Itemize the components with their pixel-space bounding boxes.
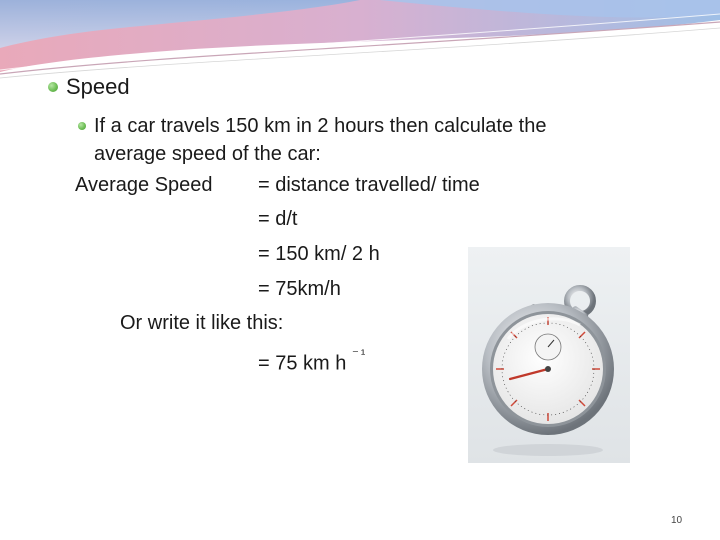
question-line-1: If a car travels 150 km in 2 hours then calculate the — [94, 115, 547, 137]
formula-line-1: = distance travelled/ time — [258, 174, 480, 196]
bullet-title: Speed — [66, 74, 130, 99]
page-number: 10 — [671, 515, 683, 526]
question-line-2: average speed of the car: — [94, 143, 321, 165]
formula-line-4: = 75km/h — [258, 278, 341, 300]
alt-formula-text: = 75 km h — [258, 352, 347, 375]
sub-bullet-icon — [78, 122, 86, 130]
bullet-icon — [48, 82, 58, 92]
alt-formula — [258, 344, 367, 378]
formula-line-2: = d/t — [258, 208, 298, 230]
stopwatch-photo — [468, 247, 630, 463]
sub-bullet-question — [78, 112, 658, 168]
bullet-speed — [48, 73, 130, 101]
alt-formula-superscript: ⁻¹ — [351, 346, 368, 361]
alt-intro: Or write it like this: — [120, 312, 284, 334]
formula-line-3: = 150 km/ 2 h — [258, 243, 380, 265]
stopwatch-icon — [468, 247, 630, 463]
formula-label: Average Speed — [75, 174, 213, 196]
